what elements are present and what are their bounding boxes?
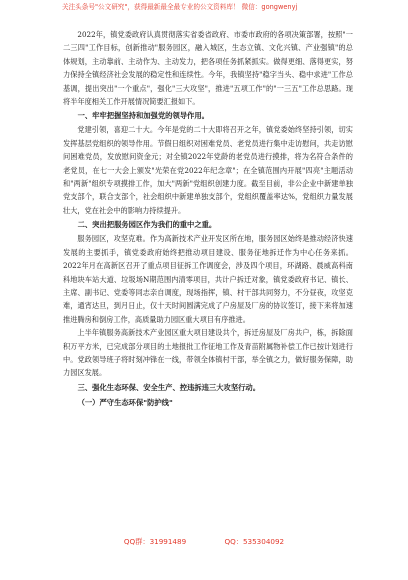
paragraph-party: 党建引领，喜迎二十大。今年是党的二十大即将召开之年，镇党委始终坚持引领，切实发挥基层党组织的领导作用。节假日组织对困难党员、老党员进行集中走访慰问，共走访慰问困难党员，发放慰问资金元；对全镇2022年党龄的老党员进行摸排，将为名符合条件的老党员，在七一大会上颁发"光荣在党2022年纪念章"；在全镇范围内开展"四亮"主题活动和"两新"组织专项摸排工作，加大"两新"党组织创建力度。截至目前，非公企业中新建单独党支部个，联合支部个，社会组织中新建单独支部个，党组织覆盖率达%，党组织力量发展壮大，党在社会中的影响力持续提升。: [63, 125, 353, 215]
paragraph-park: 服务园区，攻坚克难。作为高新技术产业开发区所在地，服务园区始终是推动经济快速发展的主要抓手，镇党委政府始终把推动项目建设、服务征地拆迁作为中心任务来抓。2022年月在高新区召开了重点项目征拆工作调度会，涉及四个项目，环湖路、晨威高科南科地块车站大道、垃圾场N期范围内清零项目，共计户拆迁对象，镇党委政府书记、镇长、主席、副书记、党委等同志亲自调度，现场指挥，镇、村干部共同努力，不分昼夜，攻坚克难，通宵达旦，到月日止，仅十天时间圆满完成了户房屋及厂房的协议签订，接下来将加速推进腾房和倒房工作，高质量助力园区重大项目有序推进。: [63, 234, 353, 324]
subsection-heading-1: （一）严守生态环保"防护线": [77, 397, 173, 407]
document-body: [63, 28, 353, 410]
section-heading-3: 三、强化生态环保、安全生产、控违拆违三大攻坚行动。: [77, 382, 261, 392]
paragraph-intro: 2022年，镇党委政府认真贯彻落实省委省政府、市委市政府的各项决策部署，按照"一二三四"工作目标，创新推动"服务园区，融入城区，生态立镇、文化兴镇、产业强镇"的总体规划，主动靠前、主动作为、主动发力，把各项任务抓紧抓实。做得更细、落得更实，努力保持全镇经济社会发展的稳定性和连续性。今年，我镇坚持"稳字当头、稳中求进"工作总基调，提出突出"一个重点"，强化"三大攻坚"，推进"五项工作"的"一三五"工作总思路。现将半年度相关工作开展情况简要汇报如下。: [63, 30, 353, 107]
footer-qq-group: QQ群：31991489: [123, 537, 187, 546]
section-heading-2: 二、突出把服务园区作为我们的重中之重。: [77, 220, 217, 230]
banner-text: 关注头条号"公文研究"，获得最新最全最专业的公文资料库！ 微信：gongwenyj: [62, 3, 298, 11]
section-heading-1: 一、牢牢把握坚持和加强党的领导作用。: [77, 111, 209, 121]
paragraph-park-2: 上半年镇服务高新技术产业园区重大项目建设共个，拆迁房屋及厂房共户，栋，拆除面积万平方米，已完成部分项目的土地报批工作征地工作及青苗附属物补偿工作已按计划进行中。党政领导班子将时刻冲锋在一线，带领全体镇村干部，举全镇之力，做好服务保障，助力园区发展。: [63, 328, 353, 378]
footer-qq: QQ：535304092: [224, 537, 285, 546]
footer-contact: [0, 537, 408, 547]
header-banner: [62, 3, 390, 24]
